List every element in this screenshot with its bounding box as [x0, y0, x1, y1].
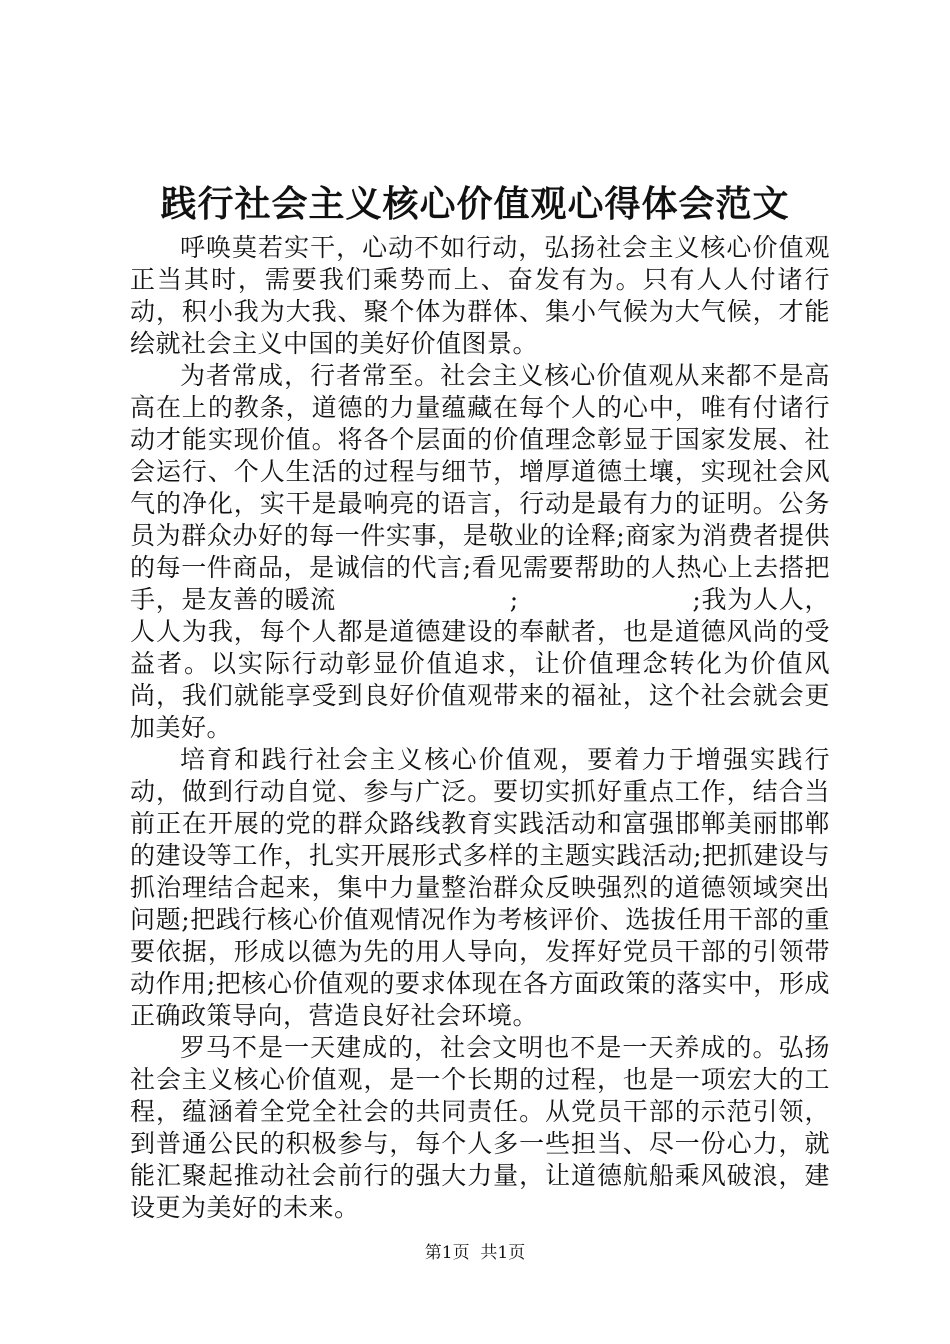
paragraph-3: 培育和践行社会主义核心价值观，要着力于增强实践行动，做到行动自觉、参与广泛。要切实抓好重点工作，结合当前正在开展的党的群众路线教育实践活动和富强邯郸美丽邯郸的建设等工作，扎实开展形式多样的主题实践活动;把抓建设与抓治理结合起来，集中力量整治群众反映强烈的道德领域突出问题;把践行核心价值观情况作为考核评价、选拔任用干部的重要依据，形成以德为先的用人导向，发挥好党员干部的引领带动作用;把核心价值观的要求体现在各方面政策的落实中，形成正确政策导向，营造良好社会环境。: [130, 745, 830, 1030]
paragraph-4: 罗马不是一天建成的，社会文明也不是一天养成的。弘扬社会主义核心价值观，是一个长期的过程，也是一项宏大的工程，蕴涵着全党全社会的共同责任。从党员干部的示范引领，到普通公民的积极参与，每个人多一些担当、尽一份心力，就能汇聚起推动社会前行的强大力量，让道德航船乘风破浪，建设更为美好的未来。: [130, 1033, 830, 1222]
document-title: 践行社会主义核心价值观心得体会范文: [160, 183, 790, 225]
page-footer: 第1页 共1页: [424, 1243, 526, 1263]
paragraph-2: 为者常成，行者常至。社会主义核心价值观从来都不是高高在上的教条，道德的力量蕴藏在每个人的心中，唯有付诸行动才能实现价值。将各个层面的价值理念彰显于国家发展、社会运行、个人生活的过程与细节，增厚道德土壤，实现社会风气的净化，实干是最响亮的语言，行动是最有力的证明。公务员为群众办好的每一件实事，是敬业的诠释;商家为消费者提供的每一件商品，是诚信的代言;看见需要帮助的人热心上去搭把手，是友善的暖流 ; ;我为人人，人人为我，每个人都是道德建设的奉献者，也是道德风尚的受益者。以实际行动彰显价值追求，让价值理念转化为价值风尚，我们就能享受到良好价值观带来的福祉，这个社会就会更加美好。: [130, 361, 830, 742]
document-body: [130, 232, 830, 1224]
paragraph-1: 呼唤莫若实干，心动不如行动，弘扬社会主义核心价值观正当其时，需要我们乘势而上、奋发有为。只有人人付诸行动，积小我为大我、聚个体为群体、集小气候为大气候，才能绘就社会主义中国的美好价值图景。: [130, 233, 830, 358]
